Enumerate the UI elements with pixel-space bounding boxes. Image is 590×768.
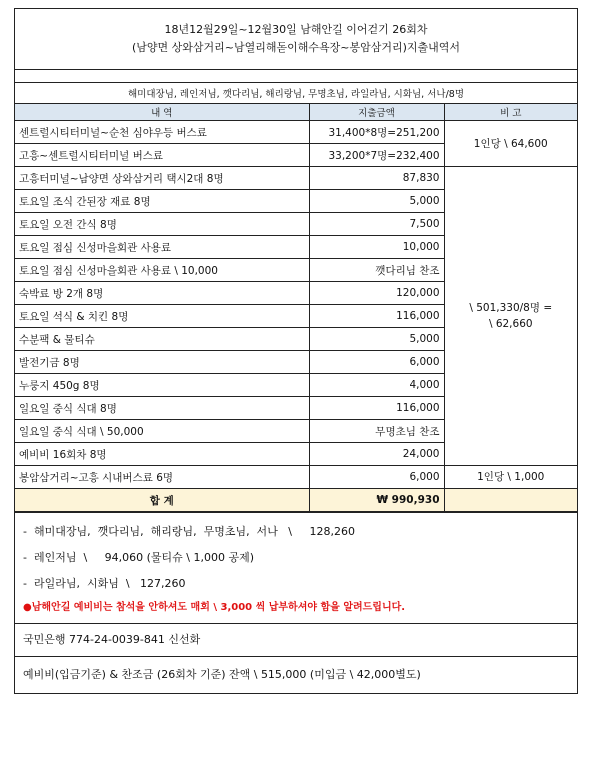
- row-amount: 116,000: [309, 305, 444, 328]
- summary-line: - 레인저님 \ 94,060 (물티슈 \ 1,000 공제): [23, 551, 255, 564]
- row-item: 토요일 점심 신성마을회관 사용료: [15, 236, 309, 259]
- header-item: 내 역: [15, 104, 309, 121]
- document-title: [15, 9, 577, 70]
- row-item: 토요일 석식 & 치킨 8명: [15, 305, 309, 328]
- row-item: 고흥터미널~남양면 상와삼거리 택시2대 8명: [15, 167, 309, 190]
- note-share-line-1: \ 501,330/8명 =: [469, 302, 553, 314]
- table-header: [15, 104, 577, 121]
- bank-account: 국민은행 774-24-0039-841 신선화: [15, 623, 577, 656]
- row-amount: 깻다리님 찬조: [309, 259, 444, 282]
- row-item: 토요일 점심 신성마을회관 사용료 \ 10,000: [15, 259, 309, 282]
- row-item: 센트럴시티터미널~순천 심야우등 버스료: [15, 121, 309, 144]
- member-list: 해미대장님, 레인저님, 깻다리님, 해리랑님, 무명초님, 라일라님, 시화님, 서나/8명: [15, 83, 577, 104]
- total-row: [15, 489, 577, 512]
- table-row: [15, 121, 577, 144]
- summary-line: - 해미대장님, 깻다리님, 해리랑님, 무명초님, 서나 \ 128,260: [23, 525, 355, 538]
- title-line-1: 18년12월29일~12월30일 남해안길 이어걷기 26회차: [164, 23, 428, 36]
- row-amount: 10,000: [309, 236, 444, 259]
- title-line-2: (남양면 상와삼거리~남열리해돋이해수욕장~봉암삼거리)지출내역서: [131, 41, 461, 54]
- row-amount: 120,000: [309, 282, 444, 305]
- row-item: 수분팩 & 물티슈: [15, 328, 309, 351]
- row-amount: 6,000: [309, 351, 444, 374]
- row-item: 발전기금 8명: [15, 351, 309, 374]
- header-amount: 지출금액: [309, 104, 444, 121]
- row-amount: 7,500: [309, 213, 444, 236]
- row-amount: 6,000: [309, 466, 444, 489]
- row-amount: 31,400*8명=251,200: [309, 121, 444, 144]
- row-amount: 33,200*7명=232,400: [309, 144, 444, 167]
- expense-table: [15, 104, 577, 512]
- note-bus-per-person: 1인당 \ 64,600: [444, 121, 577, 167]
- row-item: 토요일 오전 간식 8명: [15, 213, 309, 236]
- total-amount: ₩ 990,930: [309, 489, 444, 512]
- row-amount: 116,000: [309, 397, 444, 420]
- expense-sheet: [14, 8, 578, 694]
- row-item: 고흥~센트럴시티터미널 버스료: [15, 144, 309, 167]
- table-row: [15, 466, 577, 489]
- header-note: 비 고: [444, 104, 577, 121]
- balance-line: 예비비(입금기준) & 찬조금 (26회차 기준) 잔액 \ 515,000 (미입금 \ 42,000별도): [15, 656, 577, 693]
- total-label: 합 계: [15, 489, 309, 512]
- row-amount: 4,000: [309, 374, 444, 397]
- row-amount: 87,830: [309, 167, 444, 190]
- row-item: 예비비 16회차 8명: [15, 443, 309, 466]
- spacer-row: [15, 70, 577, 83]
- note-per-person-share: [444, 167, 577, 466]
- total-note: [444, 489, 577, 512]
- per-person-summary: [15, 512, 577, 623]
- row-item: 누룽지 450g 8명: [15, 374, 309, 397]
- row-item: 숙박료 방 2개 8명: [15, 282, 309, 305]
- row-item: 봉암삼거리~고흥 시내버스료 6명: [15, 466, 309, 489]
- row-amount: 5,000: [309, 190, 444, 213]
- row-item: 토요일 조식 간된장 재료 8명: [15, 190, 309, 213]
- note-share-line-2: \ 62,660: [488, 318, 533, 330]
- table-row: [15, 167, 577, 190]
- reserve-fund-notice: ●남해안길 예비비는 참석을 안하셔도 매회 \ 3,000 씩 납부하셔야 함을 알려드립니다.: [23, 602, 406, 613]
- row-amount: 24,000: [309, 443, 444, 466]
- row-amount: 5,000: [309, 328, 444, 351]
- row-amount: 무명초님 찬조: [309, 420, 444, 443]
- row-item: 일요일 중식 식대 \ 50,000: [15, 420, 309, 443]
- summary-line: - 라일라님, 시화님 \ 127,260: [23, 577, 186, 590]
- note-city-bus: 1인당 \ 1,000: [444, 466, 577, 489]
- row-item: 일요일 중식 식대 8명: [15, 397, 309, 420]
